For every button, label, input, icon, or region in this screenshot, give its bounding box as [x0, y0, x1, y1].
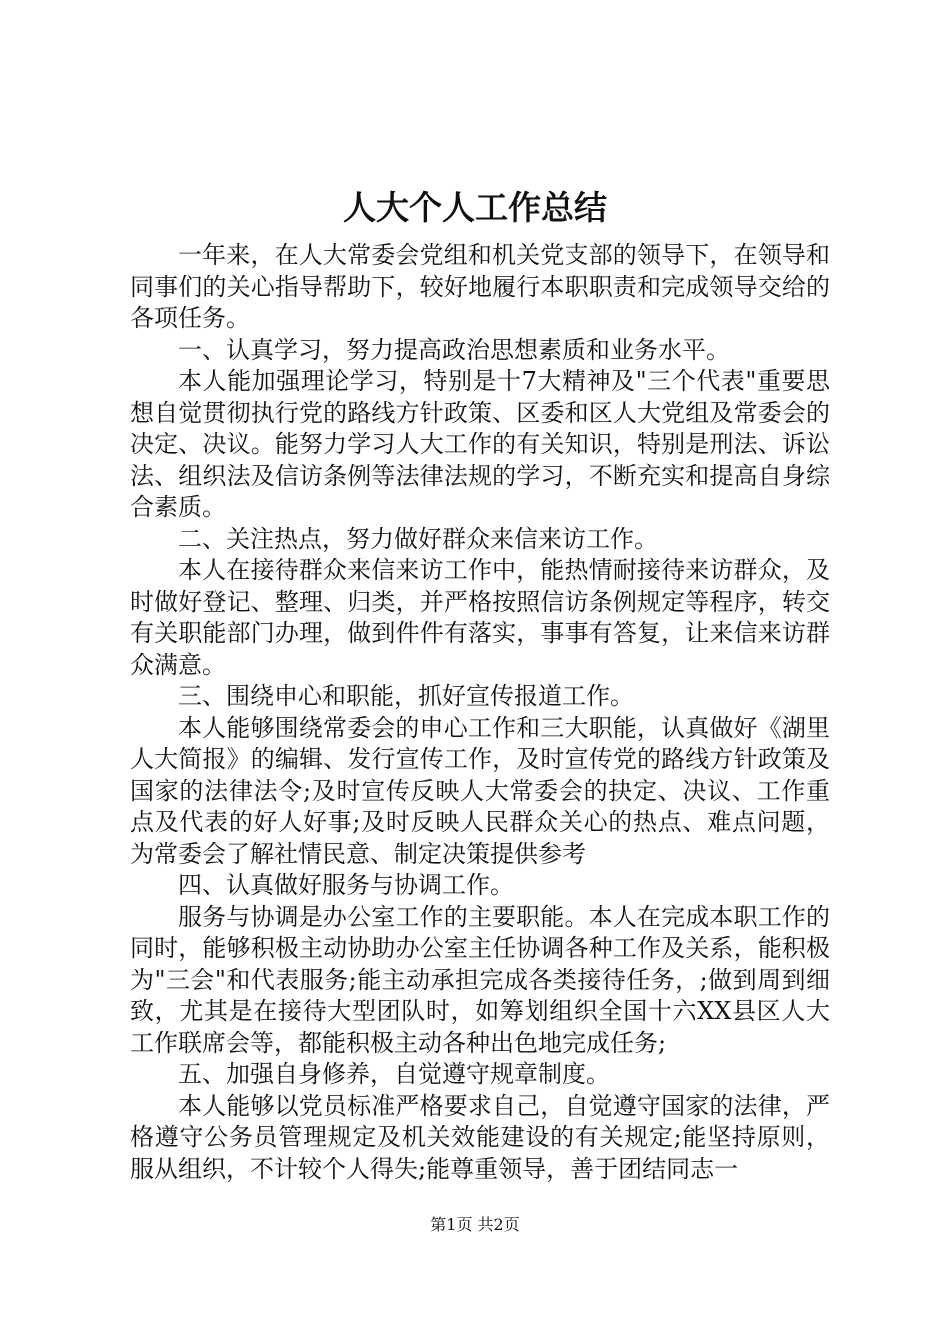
- section-heading-5: 五、加强自身修养，自觉遵守规章制度。: [178, 1060, 610, 1088]
- section-heading-3: 三、围绕申心和职能，抓好宣传报道工作。: [178, 682, 634, 710]
- section-heading-2: 二、关注热点，努力做好群众来信来访工作。: [178, 524, 658, 553]
- paragraph-publicity: 本人能够围绕常委会的申心工作和三大职能，认真做好《湖里人大简报》的编辑、发行宣传工作，及时宣传党的路线方针政策及国家的法律法令;及时宣传反映人大常委会的抉定、决议、工作重点及代表的好人好事;及时反映人民群众关心的热点、难点问题，为常委会了解社情民意、制定决策提供参考: [130, 713, 830, 868]
- paragraph-service: 服务与协调是办公室工作的主要职能。本人在完成本职工作的同时，能够积极主动协助办公室主任协调各种工作及关系，能积极为"三会"和代表服务;能主动承担完成各类接待任务，;做到周到细致，尤其是在接待大型团队时，如筹划组织全国十六XX县区人大工作联席会等，都能积极主动各种出色地完成任务;: [130, 902, 830, 1057]
- page-number: 第1页 共2页: [430, 1215, 520, 1234]
- paragraph-study: 本人能加强理论学习，特别是十7大精神及"三个代表"重要思想自觉贯彻执行党的路线方针政策、区委和区人大党组及常委会的决定、决议。能努力学习人大工作的有关知识，特别是刑法、诉讼法、组织法及信访条例等法律法规的学习，不断充实和提高自身综合素质。: [130, 367, 830, 521]
- section-heading-4: 四、认真做好服务与协调工作。: [178, 871, 514, 899]
- section-heading-1: 一、认真学习，努力提高政治思想素质和业务水平。: [178, 335, 730, 364]
- document-title: 人大个人工作总结: [343, 188, 607, 227]
- paragraph-self-discipline: 本人能够以党员标准严格要求自己，自觉遵守国家的法律，严格遵守公务员管理规定及机关效能建设的有关规定;能坚持原则，服从组织，不计较个人得失;能尊重领导，善于团结同志一: [130, 1091, 830, 1183]
- paragraph-intro: 一年来，在人大常委会党组和机关党支部的领导下，在领导和同事们的关心指导帮助下，较好地履行本职职责和完成领导交给的各项任务。: [130, 241, 830, 332]
- paragraph-petitions: 本人在接待群众来信来访工作中，能热情耐接待来访群众，及时做好登记、整理、归类，并严格按照信访条例规定等程序，转交有关职能部门办理，做到件件有落实，事事有答复，让来信来访群众满意。: [130, 556, 830, 679]
- document-body: [130, 240, 830, 1185]
